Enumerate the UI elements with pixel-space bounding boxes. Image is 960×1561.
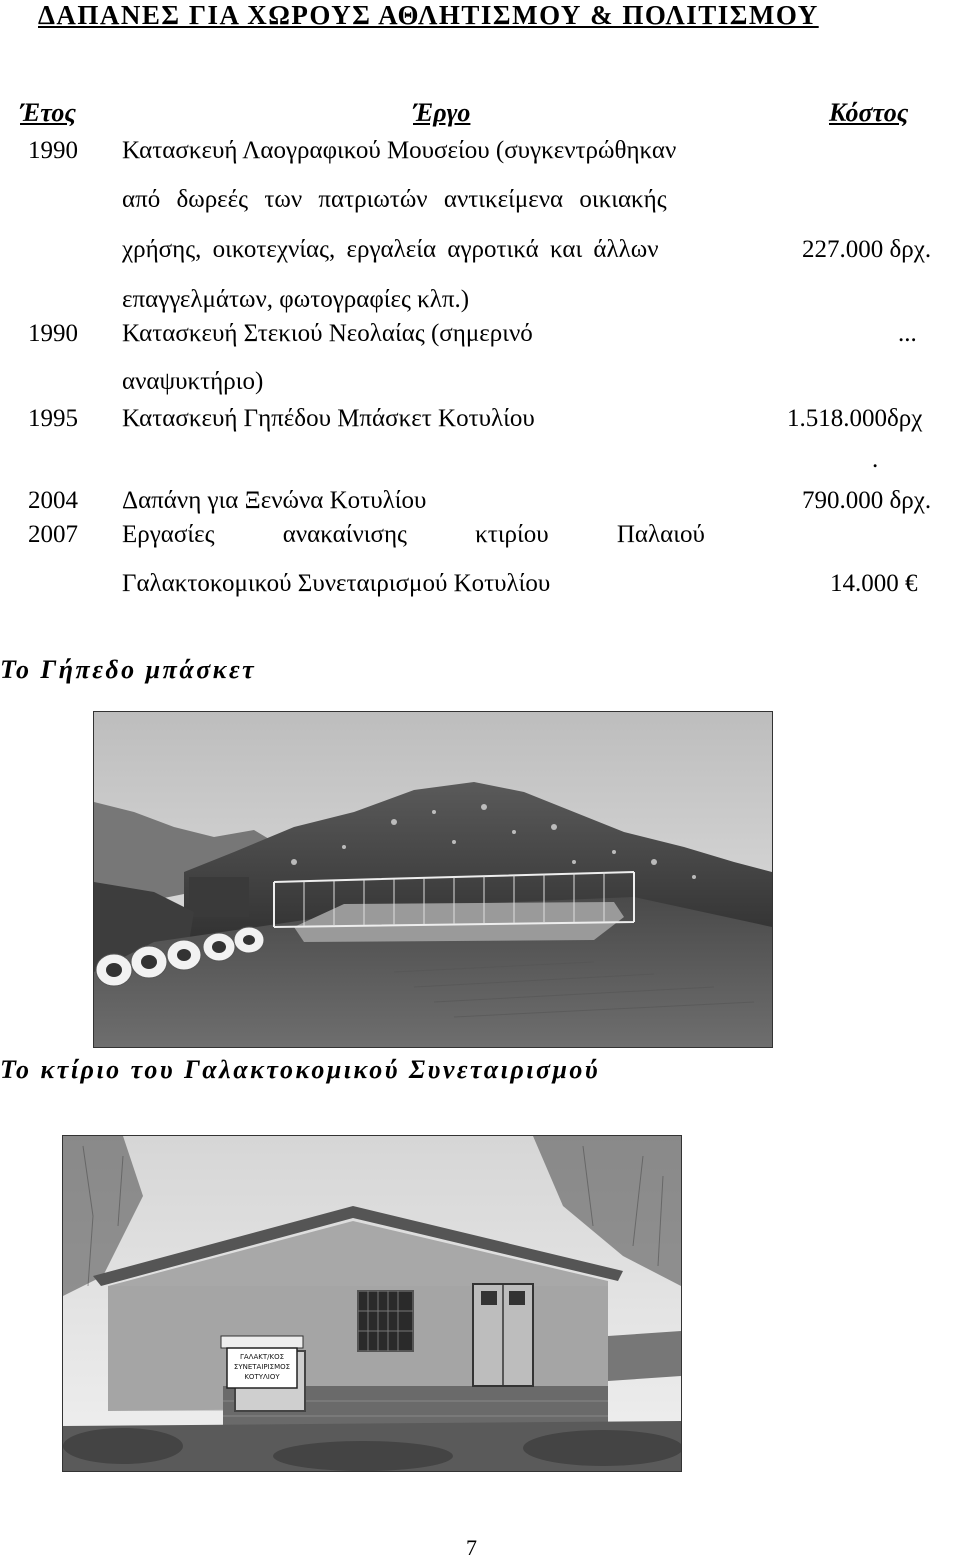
row-project-line: επαγγελμάτων, φωτογραφίες κλπ.) xyxy=(122,286,470,313)
row-year: 1990 xyxy=(28,137,78,164)
row-project-line: από δωρεές των πατριωτών αντικείμενα οικιακής xyxy=(122,186,667,213)
row-project-line: Δαπάνη για Ξενώνα Κοτυλίου xyxy=(122,487,427,514)
sign-line-1: ΓΑΛΑΚΤ/ΚΟΣ xyxy=(239,1353,285,1361)
row-cost: 227.000 δρχ. xyxy=(802,236,932,263)
page-number: 7 xyxy=(466,1535,477,1560)
row-year: 2007 xyxy=(28,521,78,548)
row-year: 1990 xyxy=(28,320,78,347)
row-year: 2004 xyxy=(28,487,78,514)
row-project-line: Κατασκευή Στεκιού Νεολαίας (σημερινό xyxy=(122,320,533,347)
row-project-line: Γαλακτοκομικού Συνεταιρισμού Κοτυλίου xyxy=(122,570,551,597)
row-cost: ... xyxy=(898,320,917,347)
row-cost: 790.000 δρχ. xyxy=(802,487,932,514)
row-cost-continuation: . xyxy=(872,446,879,473)
sign-line-2: ΣΥΝΕΤΑΙΡΙΣΜΟΣ xyxy=(233,1363,291,1371)
row-project-line: Εργασίες ανακαίνισης κτιρίου Παλαιού xyxy=(122,521,705,548)
row-project-line: αναψυκτήριο) xyxy=(122,368,264,395)
building-caption: Το κτίριο του Γαλακτοκομικού Συνεταιρισμού xyxy=(0,1055,601,1084)
header-project: Έργο xyxy=(413,98,471,127)
page-title: ΔΑΠΑΝΕΣ ΓΙΑ ΧΩΡΟΥΣ ΑΘΛΗΤΙΣΜΟΥ & ΠΟΛΙΤΙΣΜΟΥ xyxy=(38,0,819,30)
row-project-line: χρήσης, οικοτεχνίας, εργαλεία αγροτικά και άλλων xyxy=(122,236,659,263)
row-cost: 1.518.000δρχ xyxy=(787,405,923,432)
header-year: Έτος xyxy=(20,98,76,127)
row-cost: 14.000 € xyxy=(830,570,918,597)
row-project-line: Κατασκευή Λαογραφικού Μουσείου (συγκεντρώθηκαν xyxy=(122,137,677,164)
row-project-line: Κατασκευή Γηπέδου Μπάσκετ Κοτυλίου xyxy=(122,405,535,432)
header-cost: Κόστος xyxy=(829,98,909,127)
sign-line-3: ΚΟΤΥΛΙΟΥ xyxy=(244,1373,280,1381)
row-year: 1995 xyxy=(28,405,78,432)
court-caption: Το Γήπεδο μπάσκετ xyxy=(0,655,257,684)
basketball-court-photo xyxy=(93,711,773,1048)
dairy-building-photo xyxy=(62,1135,682,1472)
